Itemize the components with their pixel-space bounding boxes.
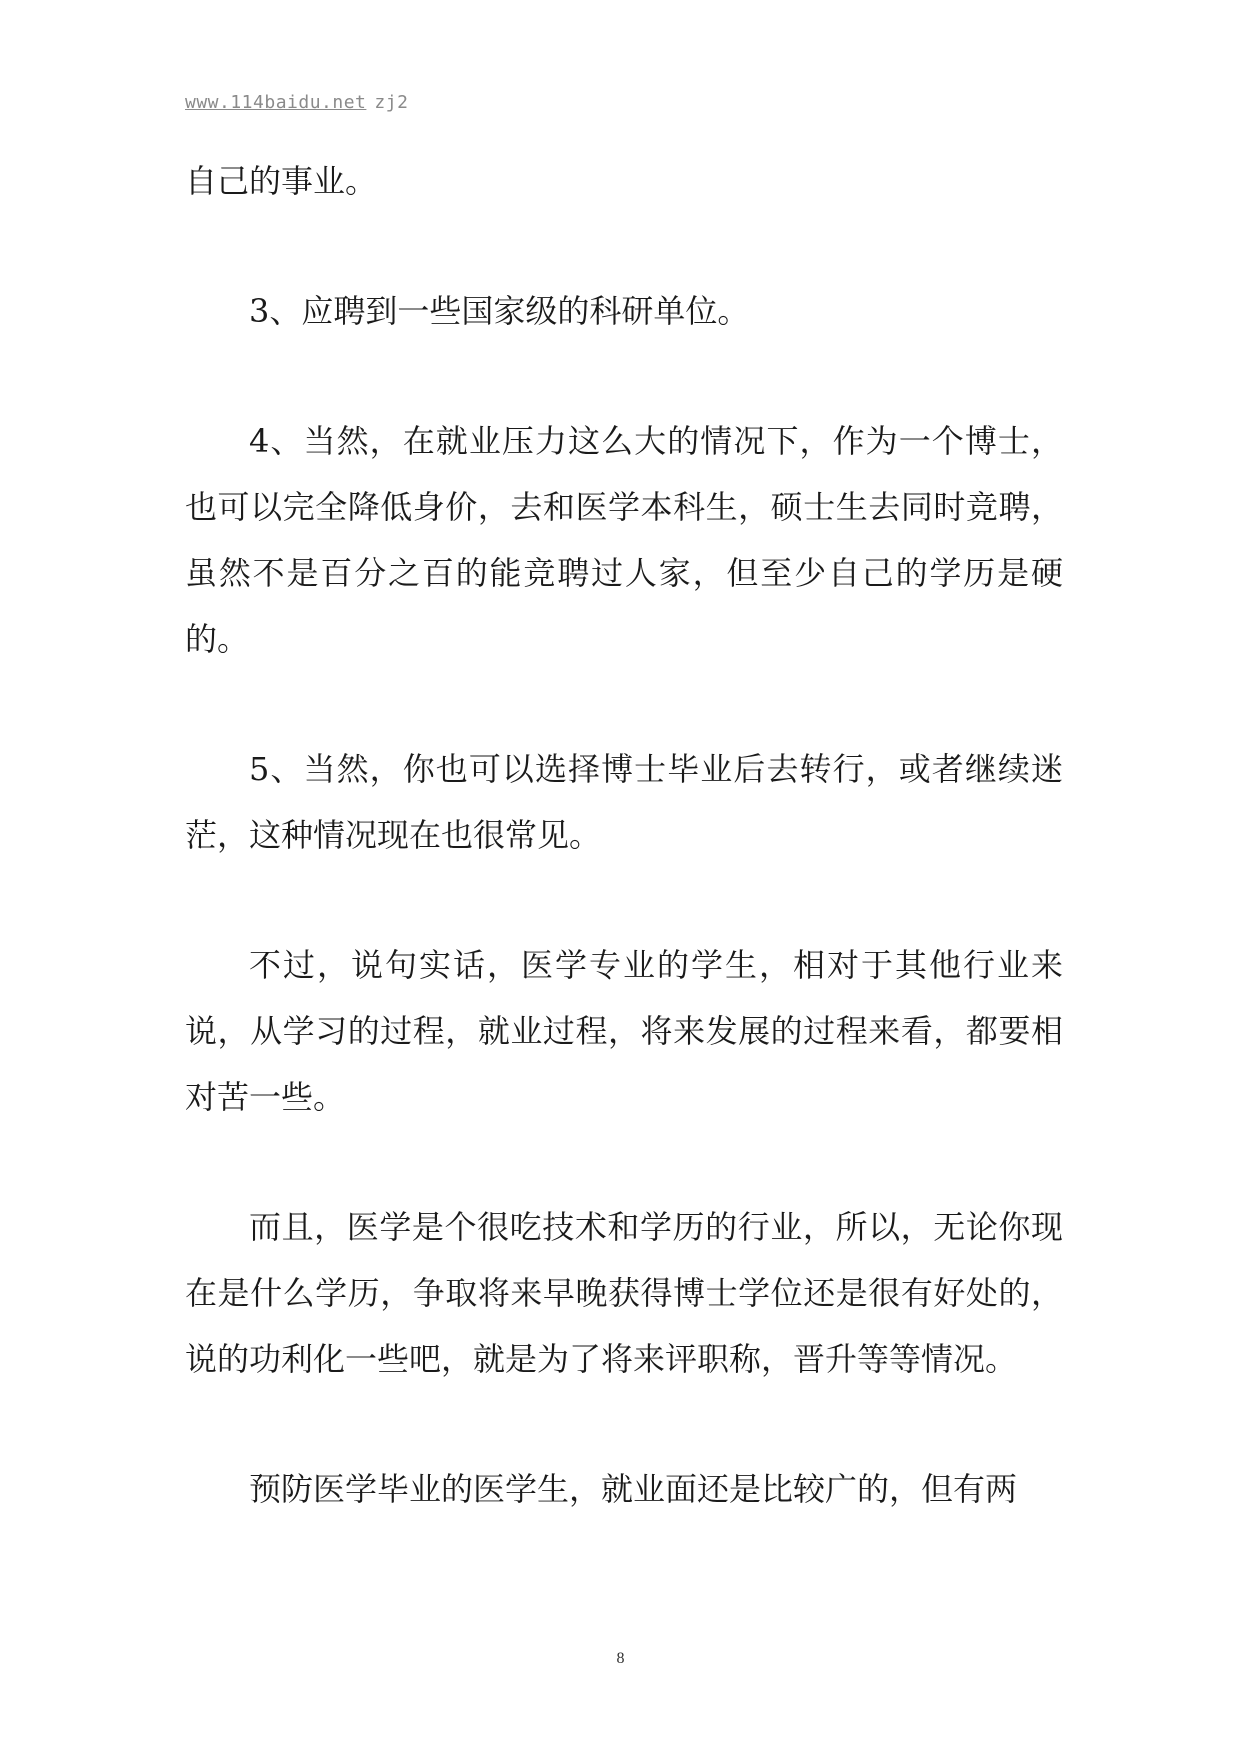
paragraph: 不过，说句实话，医学专业的学生，相对于其他行业来说，从学习的过程，就业过程，将来发展的过程来看，都要相对苦一些。 bbox=[185, 946, 1063, 1116]
paragraph: 自己的事业。 bbox=[185, 162, 378, 200]
document-body bbox=[185, 148, 1063, 1586]
paragraph: 而且，医学是个很吃技术和学历的行业，所以，无论你现在是什么学历，争取将来早晚获得博士学位还是很有好处的，说的功利化一些吧，就是为了将来评职称，晋升等等情况。 bbox=[185, 1208, 1063, 1378]
page-header bbox=[185, 92, 408, 113]
page-number: 8 bbox=[616, 1650, 625, 1667]
paragraph: 4、当然，在就业压力这么大的情况下，作为一个博士，也可以完全降低身价，去和医学本科生，硕士生去同时竞聘，虽然不是百分之百的能竞聘过人家，但至少自己的学历是硬的。 bbox=[185, 422, 1063, 658]
paragraph: 5、当然，你也可以选择博士毕业后去转行，或者继续迷茫，这种情况现在也很常见。 bbox=[185, 750, 1063, 854]
site-link[interactable]: www.114baidu.net bbox=[185, 92, 367, 113]
paragraph: 预防医学毕业的医学生，就业面还是比较广的，但有两 bbox=[249, 1470, 1018, 1508]
paragraph: 3、应聘到一些国家级的科研单位。 bbox=[249, 292, 750, 330]
header-code: zj2 bbox=[374, 92, 409, 113]
